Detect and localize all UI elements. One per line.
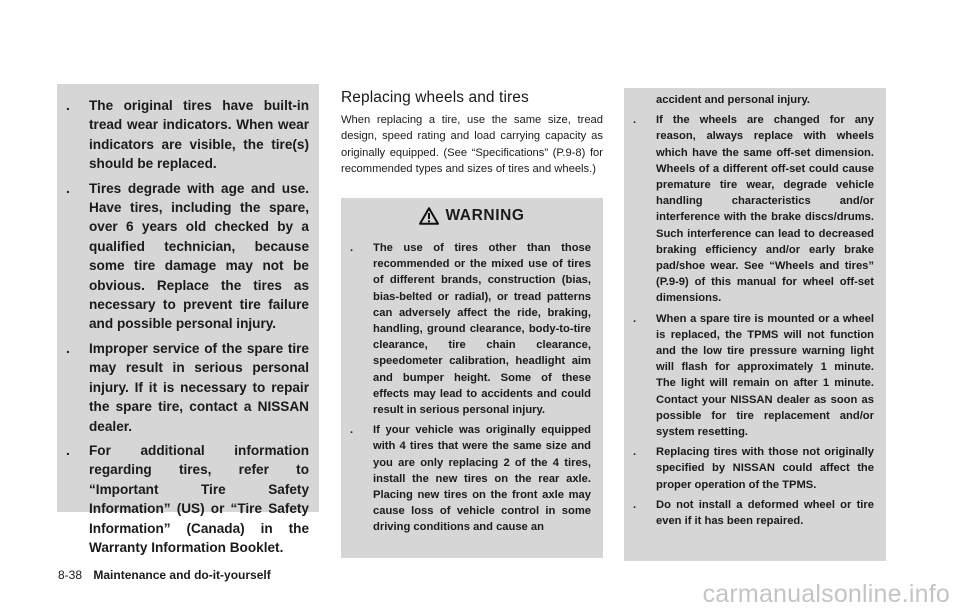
warning-title: WARNING: [445, 207, 525, 224]
list-item-text: For additional information regarding tires, refer to “Important Tire Safety Information” (US) or “Tire Safety Information” (Canada) in the Warranty Information Booklet.: [89, 442, 309, 555]
list-item: . If your vehicle was originally equipped with 4 tires that were the same size and you are only replacing 2 of the 4 tires, install the new tires on the rear axle. Placing new tires on the front axle may cause loss of vehicle control in some driving conditions and cause an: [350, 424, 591, 534]
list-item-text: Tires degrade with age and use. Have tires, including the spare, over 6 years old checked by a qualified technician, because some tire damage may not be obvious. Replace the tires as necessary to prevent tire failure and possible personal injury.: [89, 180, 309, 332]
left-warning-list: [57, 84, 319, 557]
list-item-text: Do not install a deformed wheel or tire even if it has been repaired.: [656, 498, 874, 528]
list-item: . The use of tires other than those recommended or the mixed use of tires of different brands, construction (bias, bias-belted or radial), or tread patterns can adversely affect the ride, braking, handling, ground clearance, body-to-tire clearance, tire chain clearance, speedometer calibration, headlight aim and bumper height. Some of these effects may lead to accidents and could result in serious personal injury.: [350, 242, 591, 417]
list-item-text: When a spare tire is mounted or a wheel is replaced, the TPMS will not function and the low tire pressure warning light will flash for approximately 1 minute. The light will remain on after 1 minute. Contact your NISSAN dealer as soon as possible for tire replacement and/or system resetting.: [656, 312, 874, 439]
list-item-text: If your vehicle was originally equipped with 4 tires that were the same size and you are only replacing 2 of the 4 tires, install the new tires on the rear axle. Placing new tires on the front axle may cause loss of vehicle control in some driving conditions and cause an: [373, 424, 591, 534]
list-item: . When a spare tire is mounted or a wheel is replaced, the TPMS will not function and the low tire pressure warning light will flash for approximately 1 minute. The light will remain on after 1 minute. Contact your NISSAN dealer as soon as possible for tire replacement and/or system resetting.: [633, 312, 874, 439]
list-item: . Replacing tires with those not originally specified by NISSAN could affect the proper operation of the TPMS.: [633, 446, 874, 491]
list-item-text: Replacing tires with those not originally specified by NISSAN could affect the proper operation of the TPMS.: [656, 446, 874, 491]
list-item-text: If the wheels are changed for any reason, always replace with wheels which have the same off-set dimension. Wheels of a different off-set could cause premature tire wear, degrade vehicle handling characteristics and/or interference with the brake discs/drums. Such interference can lead to decreased braking efficiency and/or early brake pad/shoe wear. See “Wheels and tires” (P.9-9) of this manual for wheel off-set dimensions.: [656, 114, 874, 305]
list-item: . The original tires have built-in tread wear indicators. When wear indicators are visible, the tire(s) should be replaced.: [66, 98, 309, 172]
footer-section-title: Maintenance and do-it-yourself: [93, 568, 271, 582]
page-number: 8-38: [58, 568, 83, 582]
list-item-text: The original tires have built-in tread wear indicators. When wear indicators are visible, the tire(s) should be replaced.: [89, 98, 309, 172]
list-item: . Tires degrade with age and use. Have tires, including the spare, over 6 years old checked by a qualified technician, because some tire damage may not be obvious. Replace the tires as necessary to prevent tire failure and possible personal injury.: [66, 180, 309, 332]
continuation-text: accident and personal injury.: [656, 94, 810, 106]
list-item: . Do not install a deformed wheel or tire even if it has been repaired.: [633, 498, 874, 528]
warning-box-continued: [624, 88, 886, 561]
list-item: . For additional information regarding tires, refer to “Important Tire Safety Information” (US) or “Tire Safety Information” (Canada) in the Warranty Information Booklet.: [66, 442, 309, 555]
page-footer: [58, 568, 271, 582]
warning-triangle-icon: [419, 207, 439, 225]
section-body: When replacing a tire, use the same size, tread design, speed rating and load carrying capacity as originally equipped. (See “Specifications” (P.9-8) for recommended types and sizes of tires and wheels.): [341, 114, 603, 176]
warning-header: [341, 198, 603, 234]
left-warning-box: [57, 84, 319, 555]
watermark: carmanualsonline.info: [702, 580, 950, 608]
list-item: . If the wheels are changed for any reason, always replace with wheels which have the same off-set dimension. Wheels of a different off-set could cause premature tire wear, degrade vehicle handling characteristics and/or interference with the brake discs/drums. Such interference can lead to decreased braking efficiency and/or early brake pad/shoe wear. See “Wheels and tires” (P.9-9) of this manual for wheel off-set dimensions.: [633, 114, 874, 305]
warning-list: [341, 234, 603, 536]
warning-box: [341, 198, 603, 558]
warning-continued-list: [624, 112, 886, 529]
list-item: . Improper service of the spare tire may result in serious personal injury. If it is necessary to repair the spare tire, contact a NISSAN dealer.: [66, 340, 309, 434]
section-heading: Replacing wheels and tires: [341, 89, 529, 106]
list-item-text: Improper service of the spare tire may result in serious personal injury. If it is necessary to repair the spare tire, contact a NISSAN dealer.: [89, 340, 309, 434]
section-intro: [341, 89, 603, 178]
list-item-text: The use of tires other than those recommended or the mixed use of tires of different brands, construction (bias, bias-belted or radial), or tread patterns can adversely affect the ride, braking, handling, ground clearance, body-to-tire clearance, tire chain clearance, speedometer calibration, headlight aim and bumper height. Some of these effects may lead to accidents and could result in serious personal injury.: [373, 242, 591, 417]
